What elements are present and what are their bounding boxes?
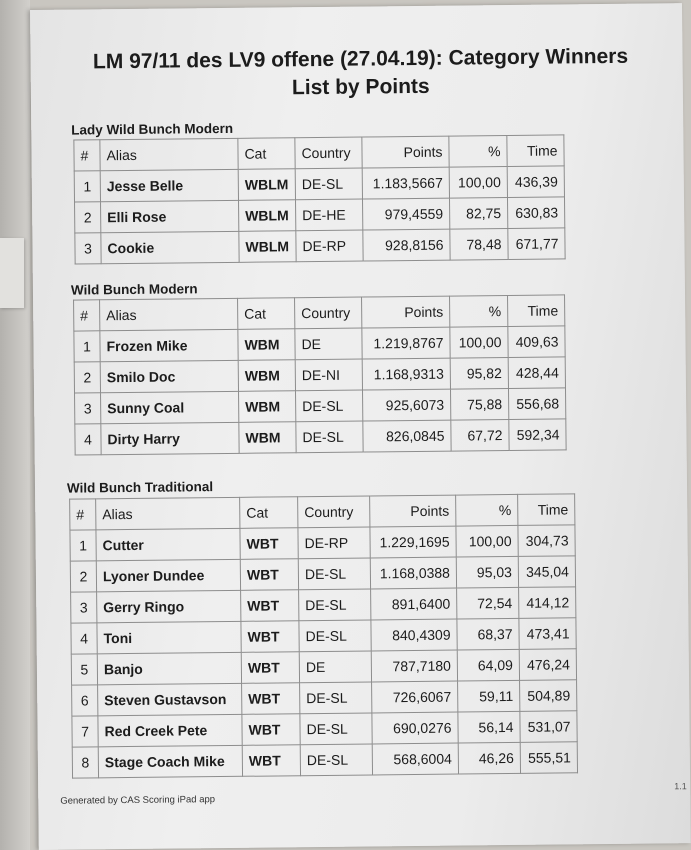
percent-cell: 95,03 — [456, 556, 518, 588]
table-row — [75, 388, 566, 424]
table-row — [75, 228, 565, 264]
header-country: Country — [295, 137, 362, 169]
points-cell: 928,8156 — [363, 229, 450, 261]
percent-cell: 64,09 — [457, 649, 519, 681]
header-percent: % — [450, 296, 508, 328]
percent-cell: 72,54 — [457, 587, 519, 619]
rank-cell: 7 — [72, 716, 98, 747]
cat-cell: WBT — [242, 714, 300, 746]
rank-cell: 2 — [75, 202, 101, 233]
country-cell: DE-HE — [296, 199, 363, 231]
alias-cell: Jesse Belle — [100, 169, 238, 201]
percent-cell: 78,48 — [450, 229, 508, 261]
time-cell: 504,89 — [520, 680, 577, 712]
cat-cell: WBT — [242, 683, 300, 715]
rank-cell: 1 — [74, 331, 100, 362]
country-cell: DE — [299, 651, 371, 683]
rank-cell: 3 — [75, 393, 101, 424]
points-cell: 1.183,5667 — [362, 167, 449, 199]
table-row — [75, 419, 566, 455]
header-rank: # — [74, 140, 100, 171]
percent-cell: 67,72 — [451, 420, 509, 452]
alias-cell: Smilo Doc — [100, 360, 238, 392]
section-title-wild-bunch-traditional: Wild Bunch Traditional — [66, 479, 214, 496]
header-cat: Cat — [240, 497, 298, 529]
country-cell: DE-SL — [299, 620, 371, 652]
header-cat: Cat — [238, 298, 295, 330]
rank-cell: 3 — [71, 592, 97, 623]
points-cell: 979,4559 — [362, 198, 449, 230]
points-cell: 568,6004 — [372, 743, 458, 775]
cat-cell: WBLM — [239, 200, 296, 232]
alias-cell: Cookie — [101, 231, 239, 263]
percent-cell: 95,82 — [450, 358, 508, 390]
cat-cell: WBT — [242, 745, 300, 777]
section-title-lady-wild-bunch-modern: Lady Wild Bunch Modern — [71, 120, 234, 138]
alias-cell: Sunny Coal — [101, 391, 239, 423]
header-cat: Cat — [238, 138, 295, 170]
rank-cell: 2 — [74, 362, 100, 393]
cat-cell: WBLM — [239, 231, 296, 263]
cat-cell: WBM — [238, 329, 295, 361]
points-cell: 891,6400 — [371, 588, 457, 620]
cat-cell: WBM — [238, 360, 295, 392]
document-page — [30, 3, 691, 850]
cat-cell: WBT — [241, 621, 299, 653]
points-cell: 1.219,8767 — [362, 327, 450, 359]
header-country: Country — [298, 496, 370, 528]
country-cell: DE-SL — [300, 713, 372, 745]
table-header-row — [74, 135, 564, 171]
time-cell: 476,24 — [519, 649, 576, 681]
points-cell: 726,6067 — [372, 681, 458, 713]
rank-cell: 4 — [75, 424, 101, 455]
rank-cell: 1 — [70, 530, 96, 561]
rank-cell: 4 — [71, 623, 97, 654]
time-cell: 556,68 — [508, 388, 565, 420]
header-percent: % — [449, 136, 507, 168]
alias-cell: Gerry Ringo — [97, 590, 241, 623]
country-cell: DE-RP — [296, 230, 363, 262]
time-cell: 473,41 — [519, 618, 576, 650]
rank-cell: 3 — [75, 233, 101, 264]
points-cell: 690,0276 — [372, 712, 458, 744]
country-cell: DE-SL — [295, 168, 362, 200]
country-cell: DE-SL — [299, 589, 371, 621]
points-cell: 1.168,0388 — [370, 557, 456, 589]
footer-generated-by: Generated by CAS Scoring iPad app — [60, 794, 216, 807]
table-header-row — [74, 295, 565, 331]
time-cell: 671,77 — [508, 228, 565, 260]
alias-cell: Stage Coach Mike — [98, 745, 242, 778]
alias-cell: Cutter — [96, 528, 240, 561]
header-alias: Alias — [96, 497, 240, 530]
time-cell: 345,04 — [518, 556, 575, 588]
table-row — [74, 326, 565, 362]
table-row — [72, 742, 577, 778]
percent-cell: 100,00 — [450, 327, 508, 359]
time-cell: 592,34 — [509, 419, 566, 451]
rank-cell: 5 — [71, 654, 97, 685]
table-row — [74, 166, 564, 202]
percent-cell: 100,00 — [456, 525, 518, 557]
country-cell: DE-RP — [298, 527, 370, 559]
table-row — [75, 197, 565, 233]
country-cell: DE-SL — [298, 558, 370, 590]
points-cell: 1.168,9313 — [362, 358, 450, 390]
header-rank: # — [74, 300, 100, 331]
percent-cell: 59,11 — [458, 680, 520, 712]
percent-cell: 100,00 — [449, 167, 507, 199]
header-time: Time — [518, 494, 575, 526]
percent-cell: 56,14 — [458, 711, 520, 743]
document-title: LM 97/11 des LV9 offene (27.04.19): Category Winners — [92, 44, 629, 74]
cat-cell: WBM — [239, 422, 296, 454]
time-cell: 555,51 — [520, 742, 577, 774]
rank-cell: 6 — [72, 685, 98, 716]
time-cell: 436,39 — [507, 166, 564, 198]
percent-cell: 82,75 — [449, 198, 507, 230]
cat-cell: WBM — [239, 391, 296, 423]
points-cell: 787,7180 — [371, 650, 457, 682]
time-cell: 304,73 — [518, 525, 575, 557]
country-cell: DE — [295, 328, 362, 360]
time-cell: 531,07 — [520, 711, 577, 743]
header-points: Points — [362, 296, 450, 328]
alias-cell: Red Creek Pete — [98, 714, 242, 747]
header-rank: # — [70, 499, 96, 530]
cat-cell: WBLM — [238, 169, 295, 201]
table-row — [74, 357, 565, 393]
alias-cell: Frozen Mike — [100, 329, 238, 361]
rank-cell: 8 — [72, 747, 98, 778]
section-title-wild-bunch-modern: Wild Bunch Modern — [70, 281, 198, 298]
cat-cell: WBT — [241, 590, 299, 622]
country-cell: DE-SL — [296, 390, 363, 422]
cat-cell: WBT — [240, 528, 298, 560]
alias-cell: Steven Gustavson — [98, 683, 242, 716]
results-table-wild-bunch-modern — [73, 294, 567, 455]
header-time: Time — [507, 135, 564, 167]
country-cell: DE-SL — [300, 682, 372, 714]
percent-cell: 68,37 — [457, 618, 519, 650]
time-cell: 414,12 — [519, 587, 576, 619]
points-cell: 840,4309 — [371, 619, 457, 651]
points-cell: 1.229,1695 — [370, 526, 456, 558]
time-cell: 428,44 — [508, 357, 565, 389]
paper-stub — [0, 238, 24, 308]
header-country: Country — [295, 297, 362, 329]
alias-cell: Elli Rose — [101, 200, 239, 232]
percent-cell: 75,88 — [450, 389, 508, 421]
alias-cell: Banjo — [97, 652, 241, 685]
header-alias: Alias — [100, 138, 238, 170]
header-points: Points — [362, 136, 449, 168]
header-points: Points — [370, 495, 456, 527]
document-subtitle: List by Points — [291, 74, 430, 100]
country-cell: DE-SL — [300, 744, 372, 776]
percent-cell: 46,26 — [458, 742, 520, 774]
time-cell: 409,63 — [508, 326, 565, 358]
header-time: Time — [508, 295, 565, 327]
rank-cell: 2 — [70, 561, 96, 592]
results-table-lady-wild-bunch-modern — [73, 134, 565, 264]
alias-cell: Toni — [97, 621, 241, 654]
page-number: 1.1 — [674, 781, 687, 792]
alias-cell: Lyoner Dundee — [96, 559, 240, 592]
header-percent: % — [456, 494, 518, 526]
points-cell: 925,6073 — [362, 389, 450, 421]
country-cell: DE-NI — [295, 359, 362, 391]
cat-cell: WBT — [241, 652, 299, 684]
cat-cell: WBT — [240, 559, 298, 591]
points-cell: 826,0845 — [363, 420, 451, 452]
rank-cell: 1 — [74, 171, 100, 202]
results-table-wild-bunch-traditional — [69, 493, 578, 778]
alias-cell: Dirty Harry — [101, 422, 239, 454]
background-left-edge — [0, 0, 30, 850]
header-alias: Alias — [100, 298, 238, 330]
country-cell: DE-SL — [296, 421, 363, 453]
time-cell: 630,83 — [507, 197, 564, 229]
